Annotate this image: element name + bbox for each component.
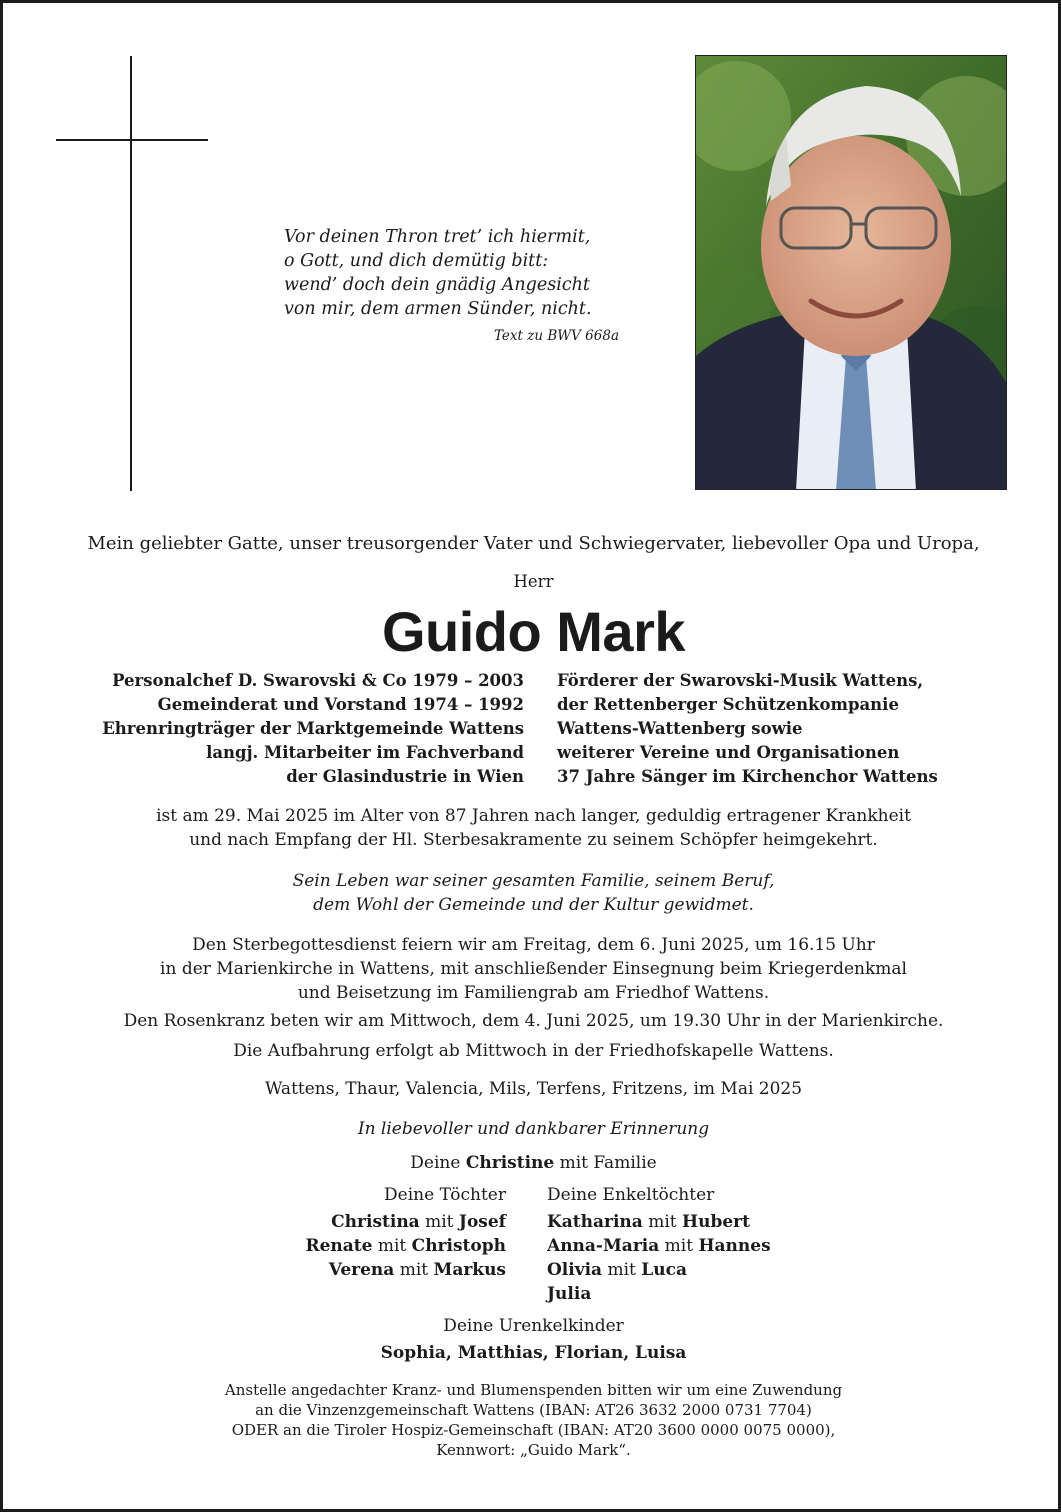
poem-line: wend’ doch dein gnädig Angesicht [284,275,590,295]
great-grandchildren-names: Sophia, Matthias, Florian, Luisa [380,1343,687,1363]
funeral-info [3,933,1061,1005]
donation-line: Anstelle angedachter Kranz- und Blumenspenden bitten wir um eine Zuwendung [224,1381,843,1399]
death-notice [3,804,1061,852]
role-line: 37 Jahre Sänger im Kirchenchor Wattens [557,767,938,786]
life-quote-line: Sein Leben war seiner gesamten Familie, seinem Beruf, [292,871,775,891]
rosary-info: Den Rosenkranz beten wir am Mittwoch, dem 4. Juni 2025, um 19.30 Uhr in der Marienkirche. [123,1011,944,1031]
list-item: Anna-Maria mit Hannes [547,1236,771,1256]
intro-text: Mein geliebter Gatte, unser treusorgender Vater und Schwiegervater, liebevoller Opa und Uropa, [87,533,980,554]
salutation: Herr [513,572,554,591]
role-line: Ehrenringträger der Marktgemeinde Wattens [102,719,524,738]
great-grandchildren-heading: Deine Urenkelkinder [443,1316,624,1336]
wife-suffix: mit Familie [559,1153,657,1173]
wife-line [3,1151,1061,1175]
funeral-line: in der Marienkirche in Wattens, mit anschließender Einsegnung beim Kriegerdenkmal [160,959,907,979]
cross-horizontal-bar [56,139,208,141]
poem-source: Text zu BWV 668a [493,328,619,344]
daughters-heading: Deine Töchter [384,1185,506,1205]
list-item: Olivia mit Luca [547,1260,687,1280]
list-item: Renate mit Christoph [305,1236,506,1256]
funeral-line: und Beisetzung im Familiengrab am Friedhof Wattens. [297,983,770,1003]
portrait-photo [695,55,1007,490]
poem-line: von mir, dem armen Sünder, nicht. [284,299,592,319]
role-line: Gemeinderat und Vorstand 1974 – 1992 [157,695,524,714]
cross-vertical-bar [130,56,132,491]
deceased-name: Guido Mark [381,600,686,663]
poem-line: Vor deinen Thron tret’ ich hiermit, [284,227,591,247]
role-line: langj. Mitarbeiter im Fachverband [206,743,524,762]
granddaughters-list [547,1210,771,1306]
poem [284,225,624,321]
role-line: Personalchef D. Swarovski & Co 1979 – 2003 [112,671,524,690]
poem-line: o Gott, und dich demütig bitt: [284,251,549,271]
wife-name: Christine [465,1153,555,1173]
donation-line: an die Vinzenzgemeinschaft Wattens (IBAN: AT26 3632 2000 0731 7704) [255,1401,812,1419]
places-date: Wattens, Thaur, Valencia, Mils, Terfens, Fritzens, im Mai 2025 [264,1079,803,1099]
role-line: Förderer der Swarovski-Musik Wattens, [557,671,924,690]
wife-prefix: Deine [410,1153,461,1173]
role-line: der Glasindustrie in Wien [286,767,524,786]
roles-right [557,669,938,789]
list-item: Katharina mit Hubert [547,1212,750,1232]
granddaughters-heading: Deine Enkeltöchter [547,1185,715,1205]
list-item: Christina mit Josef [331,1212,506,1232]
list-item: Verena mit Markus [328,1260,506,1280]
donation-note [3,1380,1061,1460]
role-line: weiterer Vereine und Organisationen [557,743,900,762]
role-line: der Rettenberger Schützenkompanie [557,695,899,714]
death-notice-line: ist am 29. Mai 2025 im Alter von 87 Jahren nach langer, geduldig ertragener Krankheit [156,806,911,826]
donation-line: ODER an die Tiroler Hospiz-Gemeinschaft (IBAN: AT20 3600 0000 0075 0000), [231,1421,836,1439]
list-item: Julia [547,1284,592,1304]
death-notice-line: und nach Empfang der Hl. Sterbesakramente zu seinem Schöpfer heimgekehrt. [189,830,878,850]
daughters-list [305,1210,506,1282]
viewing-info: Die Aufbahrung erfolgt ab Mittwoch in der Friedhofskapelle Wattens. [233,1041,834,1061]
life-quote [3,869,1061,917]
donation-line: Kennwort: „Guido Mark“. [436,1441,631,1459]
memory-line: In liebevoller und dankbarer Erinnerung [357,1119,710,1139]
life-quote-line: dem Wohl der Gemeinde und der Kultur gewidmet. [313,895,754,915]
role-line: Wattens-Wattenberg sowie [557,719,803,738]
funeral-line: Den Sterbegottesdienst feiern wir am Freitag, dem 6. Juni 2025, um 16.15 Uhr [192,935,875,955]
roles-left [102,669,524,789]
